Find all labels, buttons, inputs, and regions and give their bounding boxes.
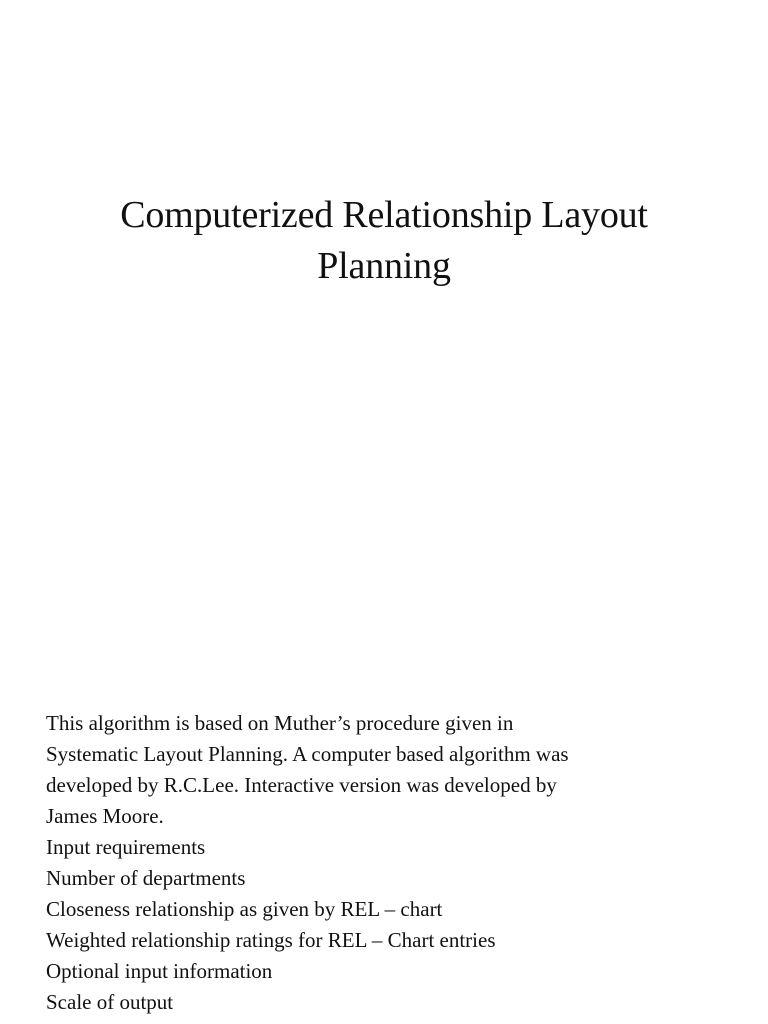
page-title xyxy=(0,190,768,292)
paragraph-line-1: This algorithm is based on Muther’s procedure given in xyxy=(46,711,514,735)
paragraph-line-2: Systematic Layout Planning. A computer based algorithm was xyxy=(46,742,569,766)
list-item-number-of-departments: Number of departments xyxy=(46,866,246,890)
list-item-scale-of-output: Scale of output xyxy=(46,990,174,1014)
title-line-1: Computerized Relationship Layout xyxy=(120,194,648,236)
title-line-2: Planning xyxy=(317,245,451,287)
body-text xyxy=(46,708,726,1018)
list-item-optional-input: Optional input information xyxy=(46,959,273,983)
list-item-input-requirements: Input requirements xyxy=(46,835,206,859)
list-item-weighted-ratings: Weighted relationship ratings for REL – Chart entries xyxy=(46,928,496,952)
paragraph-line-4: James Moore. xyxy=(46,804,164,828)
paragraph-line-3: developed by R.C.Lee. Interactive version was developed by xyxy=(46,773,557,797)
list-item-closeness-relationship: Closeness relationship as given by REL – chart xyxy=(46,897,443,921)
